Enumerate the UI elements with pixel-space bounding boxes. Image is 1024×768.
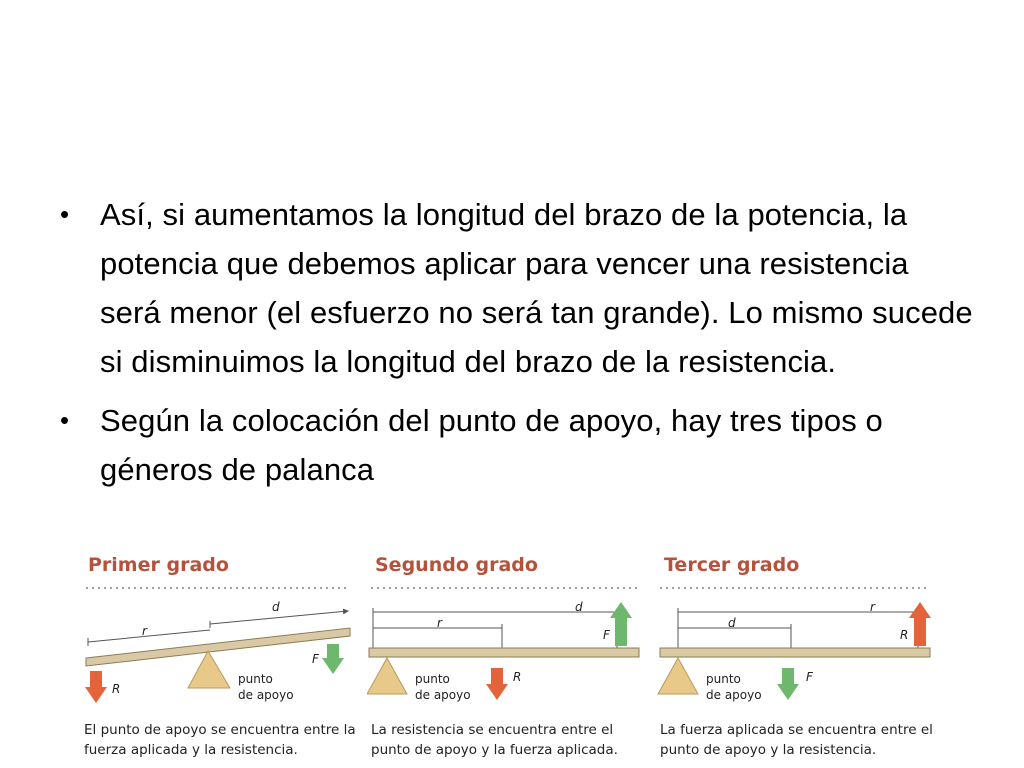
- label-F: F: [603, 628, 610, 642]
- panel-title: Segundo grado: [375, 554, 538, 576]
- label-R: R: [900, 628, 909, 642]
- fulcrum-triangle: [658, 658, 698, 694]
- bullet-list: [58, 190, 978, 504]
- label-d: d: [272, 600, 280, 614]
- bullet-dot-icon: •: [60, 405, 70, 435]
- bullet-item: [58, 396, 978, 494]
- label-fulcrum: punto: [706, 672, 741, 686]
- panel-title: Primer grado: [88, 554, 229, 576]
- label-r: r: [437, 616, 442, 630]
- label-fulcrum: punto: [415, 672, 450, 686]
- label-F: F: [312, 652, 319, 666]
- lever-types-figure: [80, 548, 942, 768]
- lever-bar: [369, 648, 639, 657]
- panel-third-class: [656, 548, 942, 768]
- panel-caption: La resistencia se encuentra entre el punto de apoyo y la fuerza aplicada.: [371, 722, 618, 758]
- label-R: R: [112, 682, 121, 696]
- panel-second-class: [367, 548, 652, 768]
- fulcrum-triangle: [367, 658, 407, 694]
- label-fulcrum: de apoyo: [415, 688, 471, 702]
- label-F: F: [806, 670, 813, 684]
- bullet-text: Así, si aumentamos la longitud del brazo de la potencia, la potencia que debemos aplicar para vencer una resistencia será menor (el esfuerzo no será tan grande). Lo mismo sucede si disminuimos la longitud del brazo de la resistencia.: [100, 197, 973, 379]
- fulcrum-triangle: [188, 651, 230, 688]
- panel-title: Tercer grado: [664, 554, 800, 576]
- label-fulcrum: de apoyo: [706, 688, 762, 702]
- label-d: d: [575, 600, 583, 614]
- label-r: r: [142, 624, 147, 638]
- lever-bar: [86, 628, 350, 666]
- panel-first-class: [80, 548, 365, 768]
- panel-caption: La fuerza aplicada se encuentra entre el punto de apoyo y la resistencia.: [660, 722, 933, 758]
- bullet-text: Según la colocación del punto de apoyo, hay tres tipos o géneros de palanca: [100, 403, 883, 487]
- label-r: r: [870, 600, 875, 614]
- lever-bar: [660, 648, 930, 657]
- bullet-item: [58, 190, 978, 386]
- bullet-dot-icon: •: [60, 199, 70, 229]
- label-fulcrum: de apoyo: [238, 688, 294, 702]
- label-fulcrum: punto: [238, 672, 273, 686]
- label-d: d: [728, 616, 736, 630]
- panel-caption: El punto de apoyo se encuentra entre la fuerza aplicada y la resistencia.: [84, 722, 356, 758]
- label-R: R: [513, 670, 522, 684]
